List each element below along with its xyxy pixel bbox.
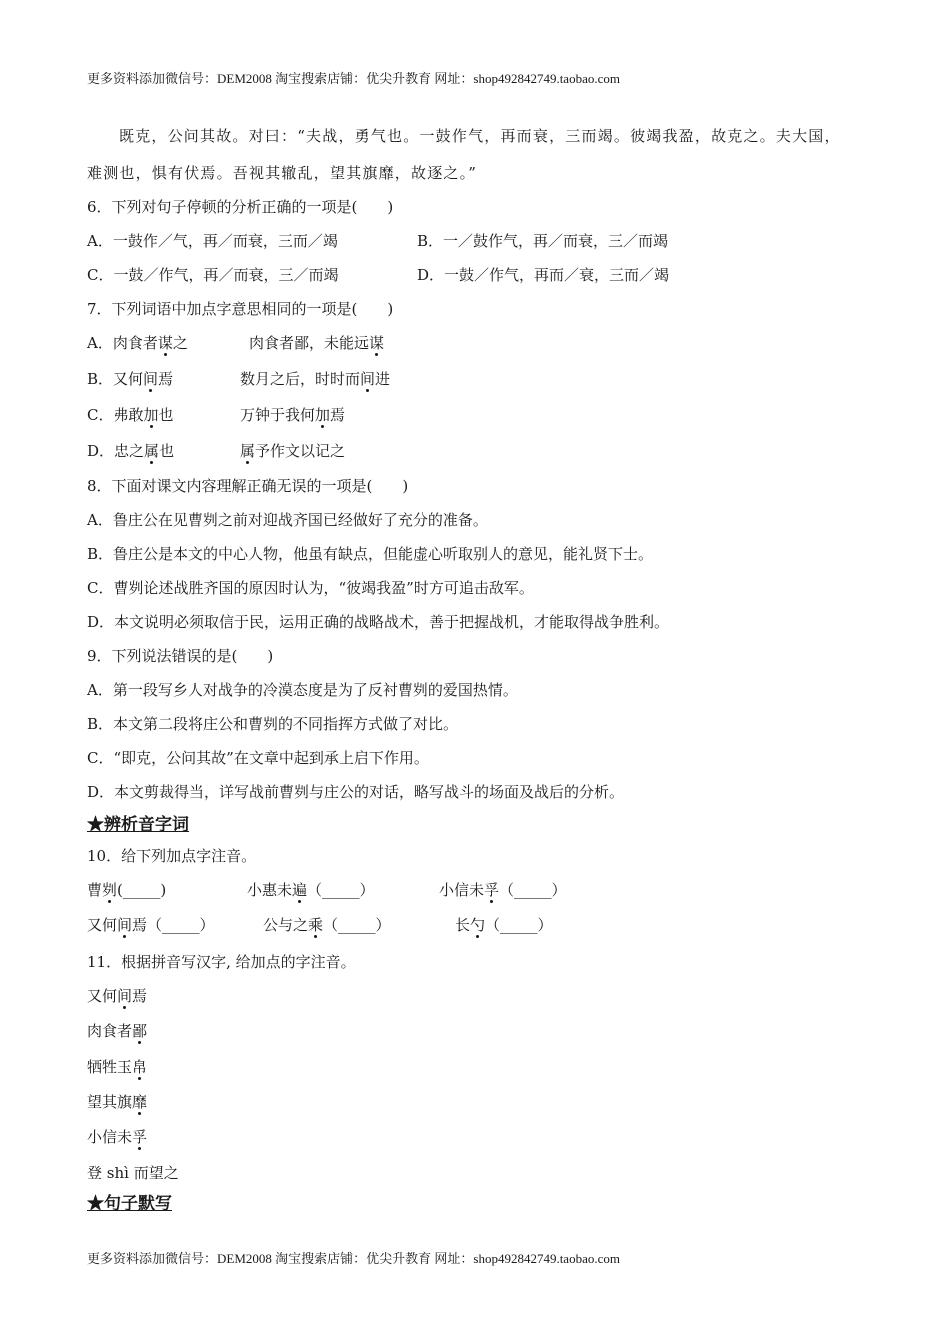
passage-line-1: 既克，公问其故。对曰：“夫战，勇气也。一鼓作气，再而衰，三而竭。彼竭我盈，故克之。夫大国， <box>119 127 841 145</box>
section-heading-pronunciation: ★辨析音字词 <box>87 815 189 835</box>
dotted-char: 间 <box>143 370 159 388</box>
phrase-text: 焉 <box>132 987 148 1005</box>
dotted-char: 靡 <box>132 1093 148 1111</box>
q8-stem: 8．下面对课文内容理解正确无误的一项是( ) <box>87 477 409 495</box>
phrase-text: 予作文以记之 <box>255 442 346 460</box>
phrase-text: 小信未 <box>87 1128 133 1146</box>
q7-option-d <box>87 441 174 461</box>
q9-option-a: A．第一段写乡人对战争的冷漠态度是为了反衬曹刿的爱国热情。 <box>87 681 518 699</box>
page-footer: 更多资料添加微信号：DEM2008 淘宝搜索店铺：优尖升教育 网址：shop492842749.taobao.com <box>87 1251 620 1266</box>
dotted-char: 谋 <box>157 334 173 352</box>
answer-blank[interactable]: (_____) <box>117 881 167 899</box>
phrase-text: 肉食者鄙，未能远 <box>249 334 370 352</box>
phrase-text: 牺牲玉 <box>87 1058 133 1076</box>
q6-option-c: C．一鼓／作气，再／而衰，三／而竭 <box>87 266 339 284</box>
q10-stem: 10．给下列加点字注音。 <box>87 847 257 865</box>
q8-option-b: B．鲁庄公是本文的中心人物，他虽有缺点，但能虚心听取别人的意见，能礼贤下士。 <box>87 545 654 563</box>
phrase-text: 肉食者 <box>112 334 158 352</box>
dotted-char: 属 <box>144 442 160 460</box>
dotted-char: 遍 <box>292 881 308 899</box>
page-header: 更多资料添加微信号：DEM2008 淘宝搜索店铺：优尖升教育 网址：shop492842749.taobao.com <box>87 71 620 86</box>
dotted-char: 间 <box>117 987 133 1005</box>
q9-option-d: D．本文剪裁得当，详写战前曹刿与庄公的对话，略写战斗的场面及战后的分析。 <box>87 783 625 801</box>
dotted-char: 谋 <box>369 334 385 352</box>
phrase-text: 小惠未 <box>247 881 293 899</box>
option-label: C． <box>87 406 114 424</box>
dotted-char: 孚 <box>484 881 500 899</box>
dotted-char: 加 <box>143 406 159 424</box>
phrase-text: 公与之 <box>263 916 309 934</box>
phrase-text: 焉 <box>158 370 174 388</box>
dotted-char: 间 <box>360 370 376 388</box>
phrase-text: 也 <box>159 442 175 460</box>
q9-option-c: C．“即克，公问其故”在文章中起到承上启下作用。 <box>87 749 429 767</box>
phrase-text: 长 <box>455 916 471 934</box>
phrase-text: 又何 <box>87 916 118 934</box>
q9-stem: 9．下列说法错误的是( ) <box>87 647 274 665</box>
answer-blank[interactable]: （_____） <box>499 881 567 899</box>
q11-stem: 11．根据拼音写汉字, 给加点的字注音。 <box>87 953 356 971</box>
q10-item-1 <box>87 880 166 900</box>
q8-option-d: D．本文说明必须取信于民，运用正确的战略战术，善于把握战机，才能取得战争胜利。 <box>87 613 670 631</box>
q11-item-3 <box>87 1057 147 1077</box>
answer-blank[interactable]: （_____） <box>147 916 215 934</box>
q6-option-a: A．一鼓作／气，再／而衰，三而／竭 <box>87 232 338 250</box>
q8-option-c: C．曹刿论述战胜齐国的原因时认为，“彼竭我盈”时方可追击敌军。 <box>87 579 534 597</box>
q9-option-b: B．本文第二段将庄公和曹刿的不同指挥方式做了对比。 <box>87 715 459 733</box>
phrase-text: 万钟于我何 <box>240 406 316 424</box>
q11-item-5 <box>87 1127 147 1147</box>
q11-item-4 <box>87 1092 147 1112</box>
answer-blank[interactable]: （_____） <box>307 881 375 899</box>
phrase-text: 弗敢 <box>113 406 144 424</box>
q10-item-5 <box>263 915 391 935</box>
q7-option-a-compare <box>249 333 384 353</box>
phrase-text: 又何 <box>87 987 118 1005</box>
phrase-text: 进 <box>375 370 391 388</box>
phrase-text: 小信未 <box>439 881 485 899</box>
q10-item-4 <box>87 915 215 935</box>
dotted-char: 乘 <box>308 916 324 934</box>
q10-item-3 <box>439 880 567 900</box>
phrase-text: 数月之后，时时而 <box>240 370 361 388</box>
q7-option-d-compare <box>240 441 345 461</box>
q7-option-a <box>87 333 188 353</box>
q11-item-1 <box>87 986 147 1006</box>
option-label: D． <box>87 442 115 460</box>
dotted-char: 孚 <box>132 1128 148 1146</box>
q7-option-c <box>87 405 174 425</box>
q7-option-b-compare <box>240 369 390 389</box>
option-label: A． <box>87 334 113 352</box>
phrase-text: 曹 <box>87 881 103 899</box>
phrase-text: 也 <box>158 406 174 424</box>
q11-item-2 <box>87 1021 147 1041</box>
q6-option-d: D．一鼓／作气，再而／衰，三而／竭 <box>417 266 670 284</box>
phrase-text: 肉食者 <box>87 1022 133 1040</box>
q7-option-c-compare <box>240 405 345 425</box>
dotted-char: 属 <box>240 442 256 460</box>
q6-option-b: B．一／鼓作气，再／而衰，三／而竭 <box>417 232 669 250</box>
q7-stem: 7．下列词语中加点字意思相同的一项是( ) <box>87 300 394 318</box>
q10-item-2 <box>247 880 375 900</box>
q7-option-b <box>87 369 173 389</box>
option-label: B． <box>87 370 114 388</box>
dotted-char: 刿 <box>102 881 118 899</box>
q11-item-6: 登 shì 而望之 <box>87 1164 179 1182</box>
dotted-char: 鄙 <box>132 1022 148 1040</box>
answer-blank[interactable]: （_____） <box>485 916 553 934</box>
q8-option-a: A．鲁庄公在见曹刿之前对迎战齐国已经做好了充分的准备。 <box>87 511 488 529</box>
dotted-char: 间 <box>117 916 133 934</box>
section-heading-dictation: ★句子默写 <box>87 1194 172 1214</box>
dotted-char: 帛 <box>132 1058 148 1076</box>
dotted-char: 加 <box>315 406 331 424</box>
phrase-text: 望其旗 <box>87 1093 133 1111</box>
phrase-text: 又何 <box>113 370 144 388</box>
answer-blank[interactable]: （_____） <box>323 916 391 934</box>
dotted-char: 勺 <box>470 916 486 934</box>
q6-stem: 6．下列对句子停顿的分析正确的一项是( ) <box>87 198 394 216</box>
phrase-text: 焉 <box>330 406 346 424</box>
phrase-text: 焉 <box>132 916 148 934</box>
passage-line-2: 难测也，惧有伏焉。吾视其辙乱，望其旗靡，故逐之。” <box>87 164 478 182</box>
q10-item-6 <box>455 915 553 935</box>
phrase-text: 之 <box>172 334 188 352</box>
phrase-text: 忠之 <box>114 442 145 460</box>
